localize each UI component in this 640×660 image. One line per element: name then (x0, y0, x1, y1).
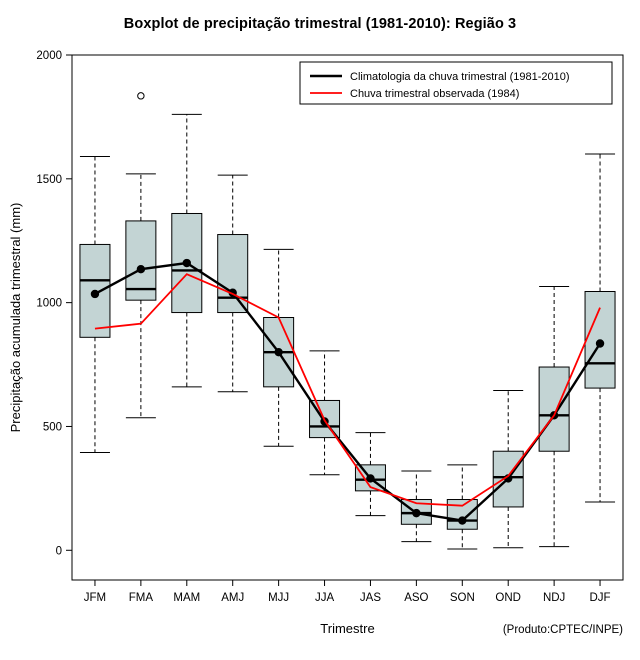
box (447, 500, 477, 530)
series-point (275, 348, 282, 355)
plot-frame (72, 55, 623, 580)
x-tick-label: SON (449, 592, 475, 604)
series-2 (95, 274, 600, 506)
series-point (459, 517, 466, 524)
x-tick-label: MAM (173, 592, 201, 604)
x-tick-label: NDJ (542, 592, 566, 604)
x-tick-label: JAS (359, 592, 382, 604)
outlier-point (138, 93, 144, 99)
page-title: Boxplot de precipitação trimestral (1981-2010): Região 3 (123, 16, 517, 32)
x-tick-label: MJJ (268, 592, 290, 604)
y-tick-label: 0 (55, 545, 62, 558)
x-axis-title: Trimestre (320, 621, 375, 636)
y-tick-label: 500 (42, 421, 62, 434)
boxplot-boxes (80, 93, 615, 549)
chart-legend (300, 62, 612, 104)
x-tick-label: ASO (404, 592, 429, 604)
legend-label: Chuva trimestral observada (1984) (350, 88, 520, 100)
series-point (367, 475, 374, 482)
series-1 (91, 259, 603, 524)
y-tick-label: 1000 (36, 297, 62, 310)
x-tick-label: DJF (589, 592, 611, 604)
series-point (91, 290, 98, 297)
x-tick-label: OND (495, 592, 521, 604)
box (539, 367, 569, 451)
credit (503, 624, 623, 636)
series-point (596, 340, 603, 347)
x-tick-label: JFM (83, 592, 107, 604)
series-point (183, 259, 190, 266)
credit-label: (Produto:CPTEC/INPE) (502, 624, 623, 636)
y-axis (8, 50, 72, 557)
box (218, 235, 248, 313)
x-tick-label: FMA (128, 592, 154, 604)
series-point (413, 509, 420, 516)
x-tick-label: AMJ (221, 592, 245, 604)
legend-label: Climatologia da chuva trimestral (1981-2010) (350, 71, 570, 83)
series-point (137, 266, 144, 273)
series-line (95, 263, 600, 521)
plot-border (72, 55, 623, 580)
y-tick-label: 2000 (36, 50, 62, 62)
series-line (95, 274, 600, 506)
y-axis-title: Precipitação acumulada trimestral (mm) (8, 202, 23, 433)
y-tick-label: 1500 (36, 173, 62, 186)
x-tick-label: JJA (314, 592, 335, 604)
